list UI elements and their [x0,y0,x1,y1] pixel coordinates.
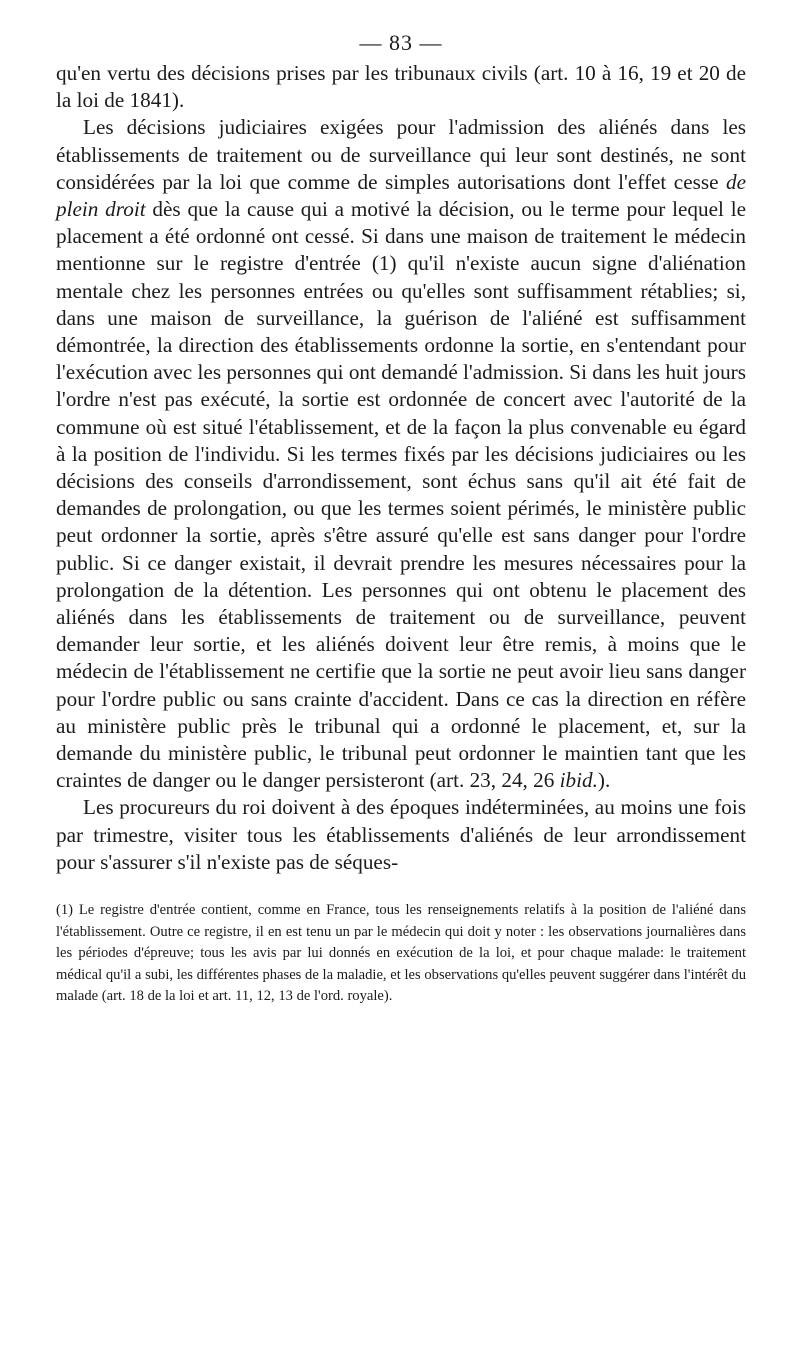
text-segment: ). [597,768,611,793]
footnotes [56,900,746,1008]
text-segment: dès que la cause qui a motivé la décision, ou le terme pour lequel le placement a été ordonné ont cessé. Si dans une maison de traitement le médecin mentionne sur le registre d'entrée (1) qu'il n'existe aucun signe d'aliénation mentale chez les personnes entrées ou qu'elles sont suffisamment rétablies; si, dans une maison de surveillance, la guérison de l'aliéné est suffisamment démontrée, la direction des établissements ordonne la sortie, en s'entendant pour l'exécution avec les personnes qui ont demandé l'admission. Si dans les huit jours l'ordre n'est pas exécuté, la sortie est ordonnée de concert avec l'autorité de la commune où est situé l'établissement, et de la façon la plus convenable eu égard à la position de l'individu. Si les termes fixés par les décisions judiciaires ou les décisions des conseils d'arrondissement, sont échus sans qu'il ait été fait de demandes de prolongation, ou que les termes soient périmés, le ministère public peut ordonner la sortie, après s'être assuré qu'elle est sans danger pour l'ordre public. Si ce danger existait, il devrait prendre les mesures nécessaires pour la prolongation de la détention. Les personnes qui ont obtenu le placement des aliénés dans les établissements de traitement ou de surveillance, peuvent demander leur sortie, et les aliénés doivent leur être remis, à moins que le médecin de l'établissement ne certifie que la sortie ne peut avoir lieu sans danger pour l'ordre public ou sans crainte d'accident. Dans ce cas la direction en réfère au ministère public près le tribunal qui a ordonné le placement, et, sur la demande du ministère public, le tribunal peut ordonner le maintien tant que les craintes de danger ou le danger persisteront (art. 23, 24, 26 [56,197,746,793]
italic-text: ibid. [559,768,598,793]
text-segment: Les procureurs du roi doivent à des époques indéterminées, au moins une fois par trimestre, visiter tous les établissements d'aliénés de leur arrondissement pour s'assurer s'il n'existe pas de séques- [56,795,746,874]
text-segment: Les décisions judiciaires exigées pour l'admission des aliénés dans les établissements de traitement ou de surveillance qui leur sont destinés, ne sont considérées par la loi que comme de simples autorisations dont l'effet cesse [56,115,746,194]
paragraph [56,114,746,794]
italic-text: de plein droit [56,169,746,222]
page-number: — 83 — [359,30,443,55]
main-text [56,60,746,876]
paragraph [56,794,746,876]
paragraph [56,60,746,114]
text-segment: qu'en vertu des décisions prises par les tribunaux civils (art. 10 à 16, 19 et 20 de la loi de 1841). [56,61,746,113]
footnote: (1) Le registre d'entrée contient, comme en France, tous les renseignements relatifs à la position de l'aliéné dans l'établissement. Outre ce registre, il en est tenu un par le médecin qui doit y noter : les observations journalières dans les périodes d'épreuve; tous les avis par lui donnés en exécution de la loi, et pour chaque malade: le traitement médical qu'il a subi, les différentes phases de la maladie, et les observations qu'elles peuvent suggérer dans l'intérêt du malade (art. 18 de la loi et art. 11, 12, 13 de l'ord. royale). [56,902,746,1005]
